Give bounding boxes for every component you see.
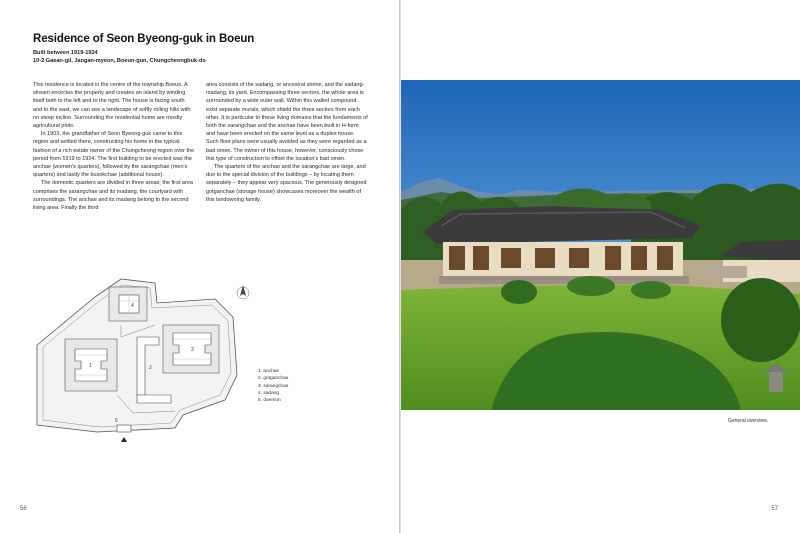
legend-item: 5. daemun [258, 398, 281, 404]
page-number: 56 [20, 506, 27, 512]
floor-plan [25, 265, 255, 450]
legend-item: 4. sadang [258, 390, 280, 396]
page-number: 57 [771, 506, 778, 512]
paragraph: The domestic quarters are divided in three areas; the first area comprises the sarangchae and its madang, the courtyard with surroundings. The anchae and its madang belong to the second living area. Finally the third [33, 180, 193, 212]
text-column-2 [206, 81, 368, 204]
entrance-arrow-icon [121, 437, 127, 442]
built-years: Built between 1919-1924 [33, 50, 98, 56]
left-page [0, 0, 399, 533]
legend-item: 1. anchae [258, 369, 280, 374]
legend-item: 2. gotganchae [258, 376, 289, 382]
plan-legend [258, 368, 288, 404]
photo-caption: General overview. [727, 418, 768, 424]
plan-label: 5 [115, 418, 118, 424]
paragraph: area consists of the sadang, or ancestral shrine, and the sadang-madang, its yard. Encompassing three sectors, the whole area is surrounded by a wide outer wall. Within this walled compound exist separate murals, which shield the three sectors from each other. It is particular to these living domains that the fundaments of both the sarangchae and the anchae have been built in H-form and have been erected on the same level as a duplex house. Such floor plans were usually avoided as they were regarded as a bad omen. The owner of this house, however, consciously chose this type of construction to offset the location's bad omen. [206, 82, 368, 162]
right-page [401, 0, 800, 533]
paragraph: In 1903, the grandfather of Seon Byeong-guk came to this region and settled there, constructing his home in the typical fashion of a rich estate owner of the Chungcheong region over the period from 1919 to 1924. The first building to be erected was the anchae (women's quarters), followed by the sarangchae (men's quarters) and lastly the busokchae (additional house). [33, 131, 195, 179]
paragraph: This residence is located in the centre of the township Boeun. A stream encircles the property and creates an island by winding itself both to the left and to the right. The house is facing south and to the east, we can see a landscape of softly rolling hills with no steep incline. Surrounding the residential home are mostly agricultural plots. [33, 82, 191, 130]
plan-label: 2 [149, 365, 152, 371]
house-photo [401, 80, 800, 410]
plan-label: 4 [131, 303, 134, 309]
north-arrow-icon [237, 285, 249, 299]
legend-item: 3. sarangchae [258, 383, 289, 389]
address: 10-2 Gaean-gil, Jangan-myeon, Boeun-gun, Chungcheongbuk-do [33, 58, 206, 65]
text-column-1 [33, 81, 195, 212]
building-meta [33, 49, 206, 65]
plan-label: 3 [191, 347, 194, 353]
plan-label: 1 [89, 363, 92, 369]
page-title: Residence of Seon Byeong-guk in Boeun [33, 33, 255, 45]
paragraph: The quarters of the anchae and the sarangchae are large, and due to the special division of the buildings – by locating them separately – they appear very spacious. The generously designed gotganchae (storage house) showcases moreover the wealth of this landowning family. [206, 164, 367, 203]
